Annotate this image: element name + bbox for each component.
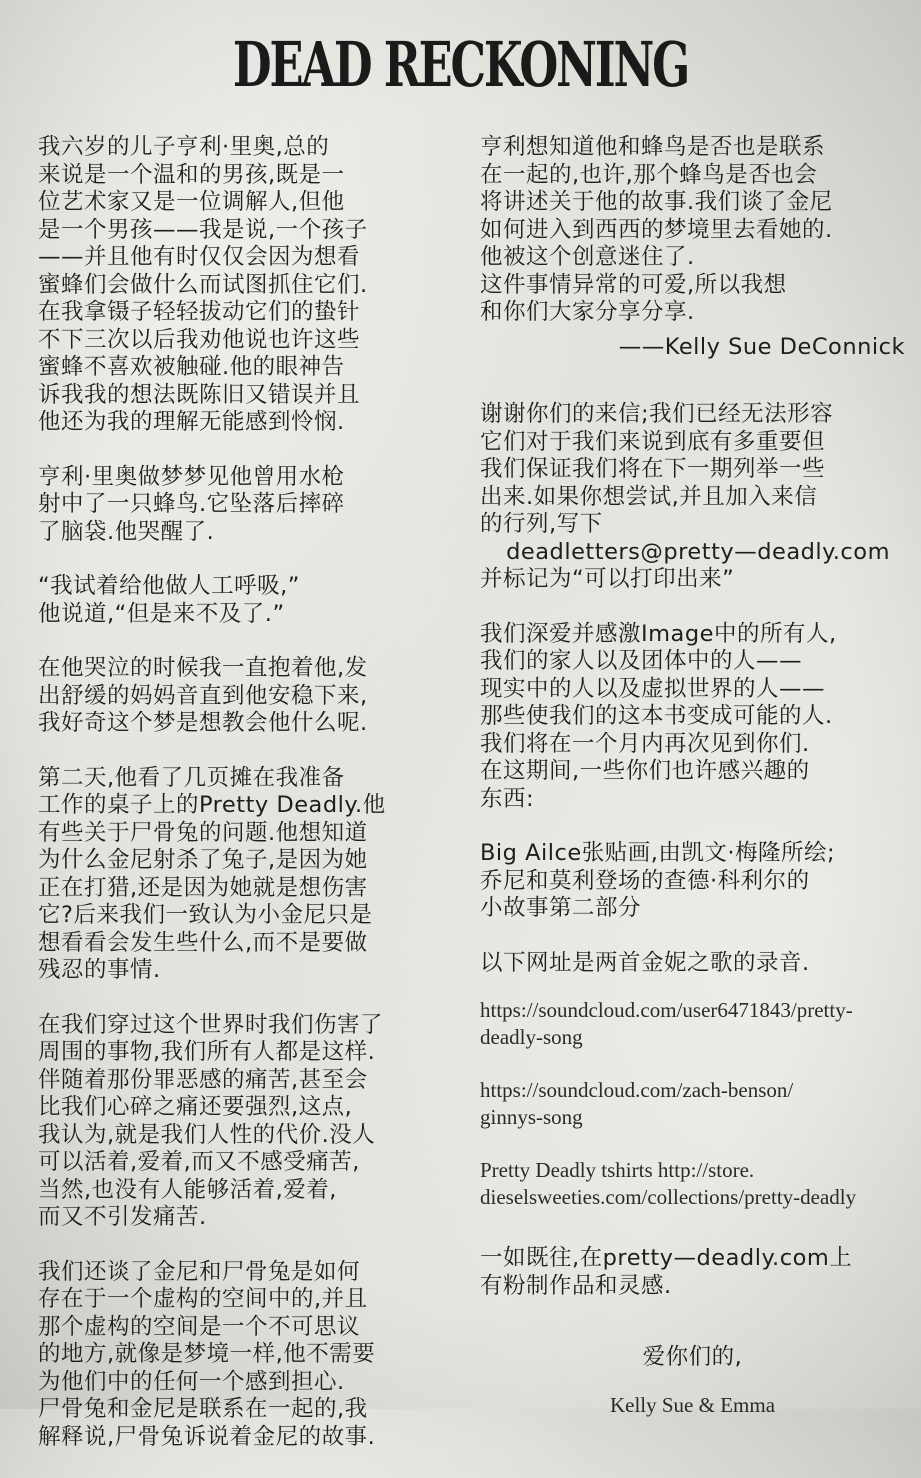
text-line: 我们将在一个月内再次见到你们.: [480, 730, 810, 757]
left-paragraph: [38, 1012, 456, 1232]
text-line: 我好奇这个梦是想教会他什么呢.: [38, 710, 368, 736]
text-line: dieselsweeties.com/collections/pretty-deadly: [480, 1185, 857, 1209]
text-line: 他说道,“但是来不及了.”: [38, 600, 285, 627]
text-line: 正在打猎,还是因为她就是想伤害: [38, 874, 368, 901]
text-line: 有些关于尸骨兔的问题.他想知道: [38, 819, 368, 846]
text-line: 周围的事物,我们所有人都是这样.: [38, 1039, 376, 1065]
text-line: 为什么金尼射杀了兔子,是因为她: [38, 847, 368, 873]
text-line: 的地方,就像是梦境一样,他不需要: [38, 1341, 376, 1367]
signature-kelly-emma: Kelly Sue & Emma: [609, 1392, 776, 1417]
left-paragraph: [38, 1259, 456, 1452]
text-line: 如何进入到西西的梦境里去看她的.: [480, 216, 833, 243]
text-line: 了脑袋.他哭醒了.: [38, 518, 215, 545]
fanart-paragraph: [480, 1245, 905, 1300]
text-line: 这件事情异常的可爱,所以我想: [480, 271, 787, 298]
text-line: 而又不引发痛苦.: [38, 1204, 207, 1230]
text-line: 诉我我的想法既陈旧又错误并且: [38, 381, 361, 408]
text-line: 在我们穿过这个世界时我们伤害了: [38, 1011, 384, 1038]
closing-line: 爱你们的,: [642, 1344, 743, 1370]
letters-paragraph: [480, 401, 905, 539]
left-paragraph: [38, 765, 456, 985]
text-line: 射中了一只蜂鸟.它坠落后摔碎: [38, 491, 345, 517]
text-line: 是一个男孩——我是说,一个孩子: [38, 216, 368, 243]
text-line: Pretty Deadly tshirts http://store.: [480, 1158, 755, 1182]
text-line: 在我拿镊子轻轻拔动它们的蛰针: [38, 299, 361, 325]
text-line: 伴随着那份罪恶感的痛苦,甚至会: [38, 1066, 368, 1093]
text-line: 亨利·里奥做梦梦见他曾用水枪: [38, 463, 345, 490]
text-line: 可以活着,爱着,而又不感受痛苦,: [38, 1149, 360, 1175]
thanks-paragraph: [480, 621, 905, 814]
text-line: 它?后来我们一致认为小金尼只是: [38, 902, 373, 928]
text-line: https://soundcloud.com/zach-benson/: [480, 1078, 794, 1102]
text-line: 乔尼和莫利登场的查德·科利尔的: [480, 867, 810, 894]
text-line: 在他哭泣的时候我一直抱着他,发: [38, 655, 368, 681]
text-line: 想看看会发生些什么,而不是要做: [38, 929, 368, 956]
text-line: 解释说,尸骨兔诉说着金尼的故事.: [38, 1423, 376, 1450]
soundcloud-link-2[interactable]: [480, 1077, 905, 1131]
text-line: 蜜蜂不喜欢被触碰.他的眼神告: [38, 354, 345, 380]
text-line: 的行列,写下: [480, 511, 603, 537]
text-line: 出来.如果你想尝试,并且加入来信: [480, 483, 818, 510]
links-intro: 以下网址是两首金妮之歌的录音.: [480, 949, 810, 976]
right-column: [480, 134, 905, 1419]
left-paragraph: [38, 134, 456, 437]
text-line: 它们对于我们来说到底有多重要但: [480, 428, 826, 455]
left-paragraph: [38, 655, 456, 738]
text-line: Big Ailce张贴画,由凯文·梅隆所绘;: [480, 840, 836, 866]
text-line: 那些使我们的这本书变成可能的人.: [480, 703, 833, 729]
text-line: 存在于一个虚构的空间中的,并且: [38, 1286, 368, 1312]
text-line: 我们还谈了金尼和尸骨兔是如何: [38, 1258, 361, 1285]
page-title: DEAD RECKONING: [232, 28, 689, 101]
text-line: 谢谢你们的来信;我们已经无法形容: [480, 401, 834, 427]
text-line: 现实中的人以及虚拟世界的人——: [480, 675, 826, 702]
text-line: 我们保证我们将在下一期列举一些: [480, 456, 826, 482]
text-line: 第二天,他看了几页摊在我准备: [38, 764, 345, 791]
text-line: 不下三次以后我劝他说也许这些: [38, 326, 361, 353]
text-line: ——并且他有时仅仅会因为想看: [38, 244, 361, 270]
text-line: 我们深爱并感激Image中的所有人,: [480, 620, 837, 647]
text-line: 工作的桌子上的Pretty Deadly.他: [38, 792, 386, 818]
tshirt-store-link[interactable]: [480, 1157, 905, 1211]
soundcloud-link-1[interactable]: [480, 997, 905, 1051]
text-line: 蜜蜂们会做什么而试图抓住它们.: [38, 271, 368, 298]
text-line: 为他们中的任何一个感到担心.: [38, 1368, 345, 1395]
text-line: 东西:: [480, 785, 535, 812]
text-line: https://soundcloud.com/user6471843/pretty-: [480, 998, 853, 1022]
left-paragraph: [38, 573, 456, 628]
text-line: 在这期间,一些你们也许感兴趣的: [480, 758, 810, 784]
extras-paragraph: [480, 840, 905, 923]
text-line: 小故事第二部分: [480, 895, 642, 921]
left-paragraph: [38, 464, 456, 547]
text-line: 我六岁的儿子亨利·里奥,总的: [38, 134, 330, 160]
text-line: 出舒缓的妈妈音直到他安稳下来,: [38, 682, 368, 709]
text-line: 来说是一个温和的男孩,既是一: [38, 161, 345, 188]
text-line: 我认为,就是我们人性的代价.没人: [38, 1121, 376, 1148]
text-line: 在一起的,也许,那个蜂鸟是否也会: [480, 161, 818, 188]
text-line: 他被这个创意迷住了.: [480, 244, 695, 270]
text-line: 将讲述关于他的故事.我们谈了金尼: [480, 189, 833, 215]
text-line: 当然,也没有人能够活着,爱着,: [38, 1176, 337, 1203]
text-line: 他还为我的理解无能感到怜悯.: [38, 409, 345, 435]
signature-deconnick: ——Kelly Sue DeConnick: [618, 333, 905, 360]
intro-paragraph: [480, 134, 905, 327]
text-line: 尸骨兔和金尼是联系在一起的,我: [38, 1396, 368, 1422]
text-line: 和你们大家分享分享.: [480, 299, 695, 325]
text-line: 我们的家人以及团体中的人——: [480, 648, 803, 674]
email-address[interactable]: deadletters@pretty—deadly.com: [506, 538, 890, 565]
text-line: ginnys-song: [480, 1105, 583, 1129]
text-line: deadly-song: [480, 1025, 583, 1049]
text-line: 那个虚构的空间是一个不可思议: [38, 1313, 361, 1340]
text-line: “我试着给他做人工呼吸,”: [38, 573, 300, 599]
text-line: 比我们心碎之痛还要强烈,这点,: [38, 1094, 353, 1120]
email-note: 并标记为“可以打印出来”: [480, 566, 735, 592]
text-line: 一如既往,在pretty—deadly.com上: [480, 1245, 853, 1271]
text-line: 位艺术家又是一位调解人,但他: [38, 189, 345, 215]
text-line: 残忍的事情.: [38, 957, 161, 983]
text-line: 亨利想知道他和蜂鸟是否也是联系: [480, 134, 826, 160]
left-column: [38, 134, 456, 1478]
text-line: 有粉制作品和灵感.: [480, 1272, 672, 1299]
